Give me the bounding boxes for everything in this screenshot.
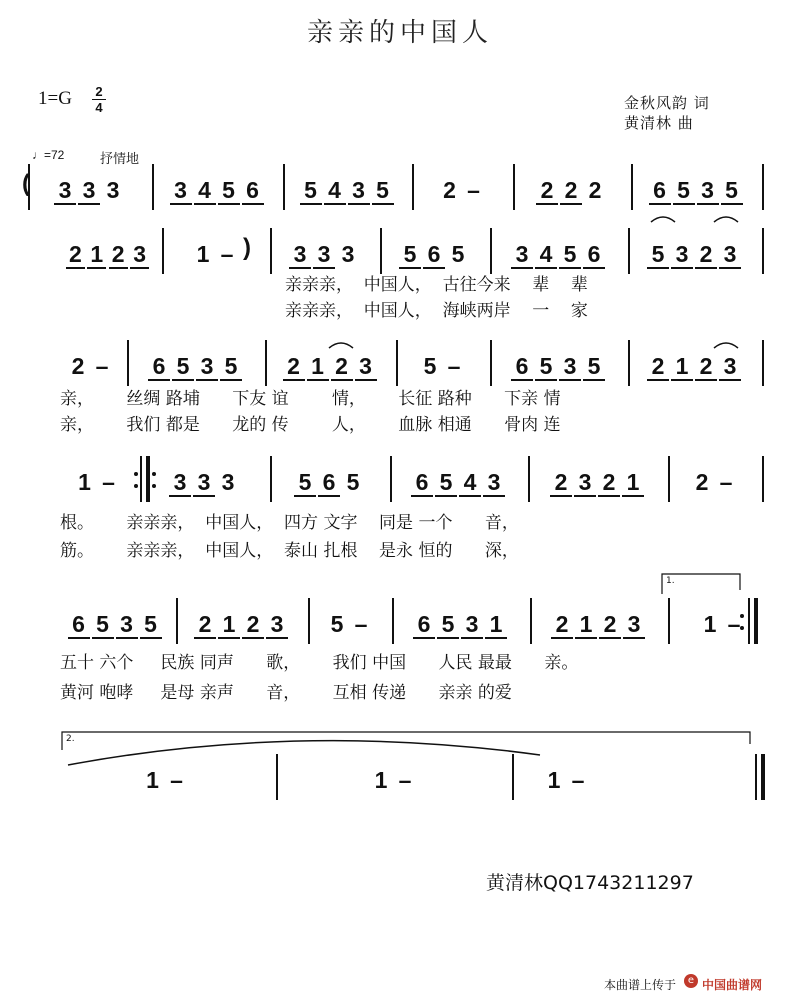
note-digit: 3 [574,470,596,497]
note-digit: 2 [66,242,85,269]
footer-brand: 中国曲谱网 [702,978,763,992]
note-digit: 4 [194,178,216,205]
note-digit: 2 [194,612,216,639]
note-digit: 2 [242,612,264,639]
note-digit: 1 [87,242,106,269]
note-digit: 6 [583,242,605,269]
note-digit: 5 [92,612,114,639]
note-digit: 1 [575,612,597,639]
note-digit: 2 [695,242,717,269]
note-digit: 2 [695,469,709,495]
note-digit: 6 [649,178,671,205]
note-digit: 2 [109,242,128,269]
slur-mark [329,343,353,348]
note-digit: 2 [283,354,305,381]
close-paren: ) [243,234,251,261]
note-digit: 5 [647,242,669,269]
note-digit: 6 [423,242,445,269]
note-digit: 3 [559,354,581,381]
lyric-line-verse-1: 五十 六个 民族 同声 歌， 我们 中国 人民 最最 亲。 [60,653,579,673]
note-digit: 2 [443,177,456,203]
note-digit: 5 [140,612,162,639]
tempo-marking: ♩=72 [32,148,65,162]
note-digit: 2 [588,177,602,203]
site-logo-icon: e [684,974,698,988]
lyric-line-verse-2: 亲， 我们 都是 龙的 传 人， 血脉 相通 骨肉 连 [60,415,561,435]
note-digit: 2 [599,612,621,639]
lyric-line-verse-2: 亲亲亲， 中国人， 海峡两岸 一 家 [285,301,588,321]
note-digit: 1 [146,767,159,793]
composer-credit: 黄清林 曲 [624,114,694,132]
lyric-line-verse-2: 黄河 咆哮 是母 亲声 音， 互相 传递 亲亲 的爱 [60,683,512,703]
volta-1-label: 1. [666,576,675,586]
note-digit: 3 [106,177,120,203]
note-digit: 5 [172,354,194,381]
time-signature-bottom: 4 [95,100,103,115]
slur-mark [714,343,738,348]
note-digit: 4 [324,178,346,205]
lyricist-credit: 金秋风韵 词 [624,94,710,112]
note-digit: 1 [485,612,507,639]
note-digit: 5 [372,178,394,205]
open-paren: ( [22,170,30,197]
note-digit: 6 [511,354,533,381]
note-digit: 1 [622,470,644,497]
note-digit: 3 [116,612,138,639]
note-digit: 1 [218,612,240,639]
note-digit: 3 [697,178,719,205]
note-digit: 2 [550,470,572,497]
tie-mark [68,741,540,765]
note-digit: 3 [341,241,355,267]
note-digit: 1 [671,354,693,381]
note-digit: 5 [294,470,316,497]
note-digit: 3 [313,242,335,269]
song-title: 亲亲的中国人 [306,18,493,48]
note-digit: 1 [547,767,561,793]
note-digit: 1 [78,469,91,495]
note-digit: 2 [331,354,353,381]
note-digit: 1 [196,241,210,267]
note-digit: 3 [266,612,288,639]
dash-note: – [220,241,234,267]
note-digit: 5 [300,178,322,205]
note-digit: 3 [719,354,741,381]
note-digit: 5 [220,354,242,381]
note-digit: 5 [399,242,421,269]
lyric-line-verse-2: 筋。 亲亲亲， 中国人， 泰山 扎根 是永 恒的 深， [60,541,519,561]
note-digit: 4 [535,242,557,269]
note-digit: 5 [535,354,557,381]
note-digit: 3 [355,354,377,381]
note-digit: 2 [551,612,573,639]
arranger-signature: 黄清林QQ1743211297 [486,872,694,894]
expression-marking: 抒情地 [100,152,140,167]
note-digit: 6 [148,354,170,381]
note-digit: 2 [71,353,85,379]
note-digit: 6 [318,470,340,497]
note-digit: 5 [435,470,457,497]
note-digit: 3 [196,354,218,381]
lyric-line-verse-1: 根。 亲亲亲， 中国人， 四方 文字 同是 一个 音， [60,513,519,533]
footer-brand-link[interactable] [702,976,762,993]
dash-note: – [719,469,733,495]
dash-note: – [571,767,585,793]
dash-note: – [95,353,109,379]
footer-text: 本曲谱上传于 [604,978,677,992]
note-digit: 5 [559,242,581,269]
note-digit: 1 [307,354,329,381]
dash-note: – [447,353,461,379]
note-digit: 5 [346,469,360,495]
note-digit: 3 [623,612,645,639]
lyric-line-verse-1: 亲亲亲， 中国人， 古往今来 辈 辈 [285,275,588,295]
note-digit: 6 [413,612,435,639]
note-digit: 3 [511,242,533,269]
note-digit: 2 [560,178,582,205]
note-digit: 3 [719,242,741,269]
slur-mark [651,217,675,222]
dash-note: – [398,767,412,793]
note-digit: 3 [130,242,149,269]
note-digit: 3 [483,470,505,497]
dash-note: – [727,611,741,637]
note-digit: 3 [671,242,693,269]
note-digit: 5 [451,241,465,267]
time-signature-top: 2 [95,84,103,99]
note-digit: 2 [598,470,620,497]
note-digit: 4 [459,470,481,497]
note-digit: 5 [721,178,743,205]
note-digit: 3 [169,470,191,497]
note-digit: 6 [242,178,264,205]
note-digit: 3 [289,242,311,269]
note-digit: 3 [348,178,370,205]
note-digit: 3 [54,178,76,205]
note-digit: 1 [374,767,388,793]
dash-note: – [102,469,115,495]
note-digit: 2 [647,354,669,381]
note-digit: 5 [437,612,459,639]
slur-mark [714,217,738,222]
dash-note: – [170,767,183,793]
note-digit: 3 [170,178,192,205]
dash-note: – [467,177,480,203]
note-digit: 5 [423,353,437,379]
note-digit: 2 [695,354,717,381]
footer-upload-text [604,976,676,993]
note-digit: 3 [78,178,100,205]
key-signature: 1=G [38,88,72,109]
note-digit: 6 [411,470,433,497]
volta-2-bracket [62,732,750,750]
note-digit: 3 [461,612,483,639]
dash-note: – [354,611,368,637]
note-digit: 3 [221,469,235,495]
note-digit: 5 [583,354,605,381]
lyric-line-verse-1: 亲， 丝绸 路埔 下友 谊 情， 长征 路种 下亲 情 [60,389,561,409]
note-digit: 5 [673,178,695,205]
volta-2-label: 2. [66,734,75,744]
note-digit: 2 [536,178,558,205]
note-digit: 5 [330,611,344,637]
note-digit: 3 [193,470,215,497]
note-digit: 1 [703,611,717,637]
note-digit: 5 [218,178,240,205]
note-digit: 6 [68,612,90,639]
